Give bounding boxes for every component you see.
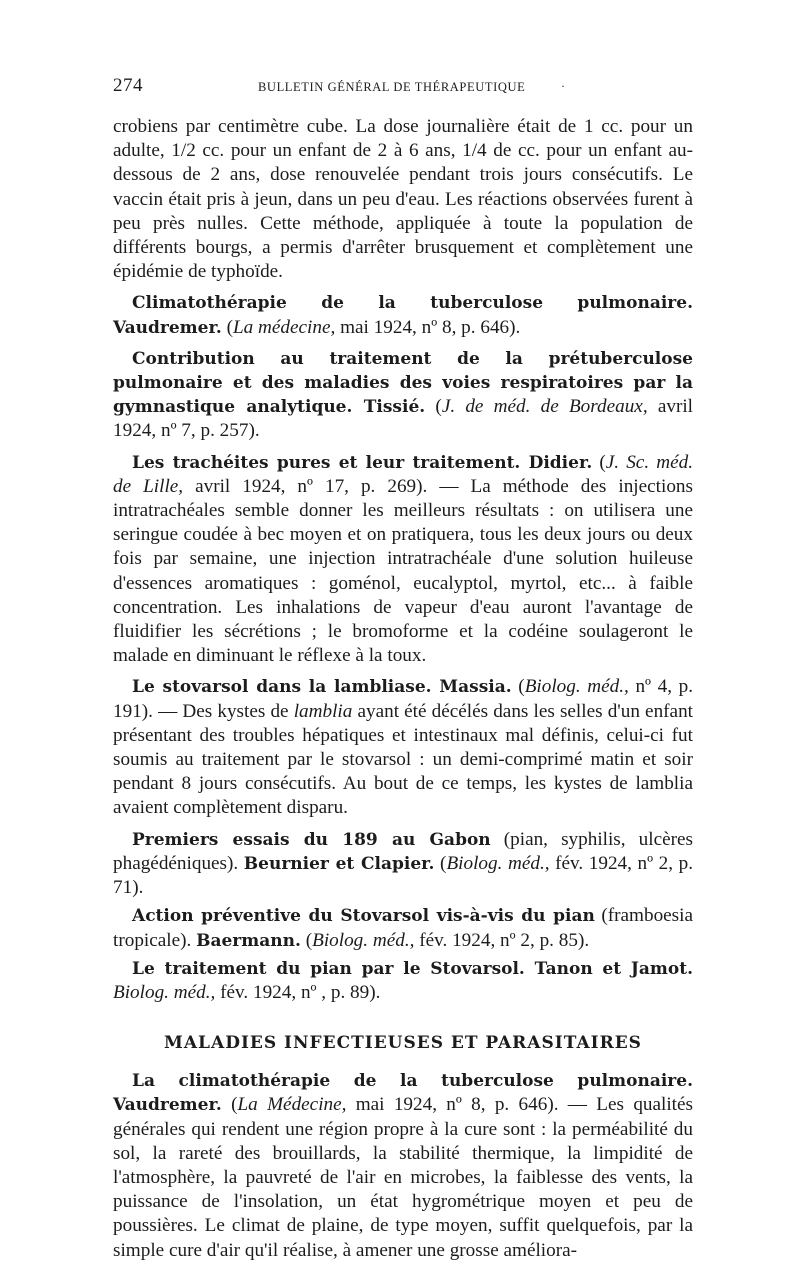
entry-sep: ( — [592, 451, 606, 473]
entry-tracheites — [113, 451, 693, 669]
entry-title: Les trachéites pures et leur traitement. Didier. — [132, 452, 593, 473]
entry-la-climatotherapie — [113, 1069, 693, 1263]
entry-source: Biolog. méd., — [446, 852, 550, 874]
entry-text-cont: ayant été décélés dans les selles d'un enfant présentant des troubles hépatiques et intestinaux mal définis, celui-ci fut soumis au traitement par le stovarsol : un demi-comprimé matin et soir pendant 8 jours consécutifs. Au bout de ce temps, les kystes de lamblia avaient complètement disparu. — [113, 700, 693, 819]
entry-text: avril 1924, nº 17, p. 269). — La méthode des injections intratrachéales semble donner les meilleurs résultats : on utilisera une seringue coudée à bec moyen et on pratiquera, tous les deux jours ou deux fois par semaine, une injection intratrachéale d'une solution huileuse d'essences aromatiques : goménol, eucalyptol, myrtol, etc... à faible concentration. Les inhalations de vapeur d'eau auront l'avantage de fluidifier les sécrétions ; le bromoforme et la codéine soulageront le malade en diminuant le réflexe à la toux. — [113, 475, 693, 667]
entry-source: Biolog. méd., — [524, 676, 629, 698]
entry-authors: Beurnier et Clapier. — [243, 853, 435, 874]
page-body — [113, 115, 693, 1263]
entry-sep: ( — [221, 316, 233, 338]
entry-title: Le stovarsol dans la lambliase. Massia. — [132, 677, 512, 698]
entry-sep: ( — [511, 676, 525, 698]
section-title: MALADIES INFECTIEUSES ET PARASITAIRES — [164, 1033, 642, 1054]
entry-citation: avril 1924, nº 7, p. 257). — [113, 396, 693, 442]
entry-lambliase — [113, 675, 693, 820]
continued-paragraph: crobiens par centimètre cube. La dose journalière était de 1 cc. pour un adulte, 1/2 cc. pour un enfant de 2 à 6 ans, 1/4 de cc. pour un enfant au-dessous de 2 ans, dose renouvelée pendant trois jours consécutifs. Le vaccin était pris à jeun, dans un peu d'eau. Les réactions observées furent à peu près nulles. Cette méthode, appliquée à toute la population de différents bourgs, a permis d'arrêter brusquement et complètement une épidémie de typhoïde. — [113, 116, 693, 283]
entry-title: Action préventive du Stovarsol vis-à-vis du pian — [132, 906, 595, 927]
running-head: BULLETIN GÉNÉRAL DE THÉRAPEUTIQUE — [258, 80, 526, 94]
entry-source: J. de méd. de Bordeaux, — [441, 396, 648, 418]
entry-subtitle: (framboesia tropicale). — [113, 905, 693, 951]
page-header — [113, 75, 693, 99]
entry-citation: fév. 1924, nº 2, p. 85). — [414, 929, 590, 951]
entry-title: Le traitement du pian par le Stovarsol. Tanon et Jamot. — [132, 958, 693, 979]
entry-sep: ( — [221, 1094, 238, 1116]
entry-text: mai 1924, nº 8, p. 646). — Les qualités générales qui rendent une région propre à la cure sont : la perméabilité du sol, la rareté des brouillards, la stabilité thermique, la limpidité de l'atmosphère, la pauvreté de l'air en microbes, la faiblesse des vents, la puissance de l'insolation, un état hygrométrique moyen et peu de poussières. Le climat de plaine, de type moyen, suffit quelquefois, par la simple cure d'air qu'il réalise, à amener une grosse améliora- — [113, 1094, 693, 1261]
entry-text: nº 4, p. 191). — Des kystes de — [113, 676, 694, 722]
entry-title: Premiers essais du 189 au Gabon — [132, 829, 491, 850]
entry-action-preventive — [113, 904, 693, 952]
entry-pian-stovarsol — [113, 957, 693, 1005]
entry-sep: ( — [425, 396, 442, 418]
entry-gabon — [113, 828, 693, 901]
entry-title: La climatothérapie de la tuberculose pulmonaire. Vaudremer. — [113, 1071, 693, 1116]
header-mark: · — [561, 79, 565, 93]
entry-source: J. Sc. méd. de Lille, — [113, 451, 694, 497]
entry-source: La médecine, — [232, 316, 336, 338]
entry-source: Biolog. méd., — [113, 981, 216, 1003]
entry-title: Contribution au traitement de la prétuberculose pulmonaire et des maladies des voies respiratoires par la gymnastique analytique. Tissié. — [113, 348, 693, 418]
entry-citation: mai 1924, nº 8, p. 646). — [335, 316, 521, 338]
entry-source: La Médecine, — [237, 1094, 347, 1116]
entry-sep: ( — [434, 852, 447, 874]
entry-subtitle: (pian, syphilis, ulcères phagédéniques). — [113, 828, 693, 874]
entry-term: lamblia — [293, 700, 353, 722]
entry-authors: Baermann. — [196, 930, 301, 951]
entry-climatotherapie — [113, 291, 693, 339]
entry-title: Climatothérapie de la tuberculose pulmonaire. Vaudremer. — [113, 293, 693, 338]
entry-sep: ( — [300, 929, 313, 951]
entry-citation: fév. 1924, nº , p. 89). — [215, 981, 381, 1003]
page-number: 274 — [113, 75, 143, 96]
entry-source: Biolog. méd., — [312, 929, 415, 951]
entry-pretuberculose — [113, 347, 693, 444]
entry-citation: fév. 1924, nº 2, p. 71). — [113, 852, 694, 899]
